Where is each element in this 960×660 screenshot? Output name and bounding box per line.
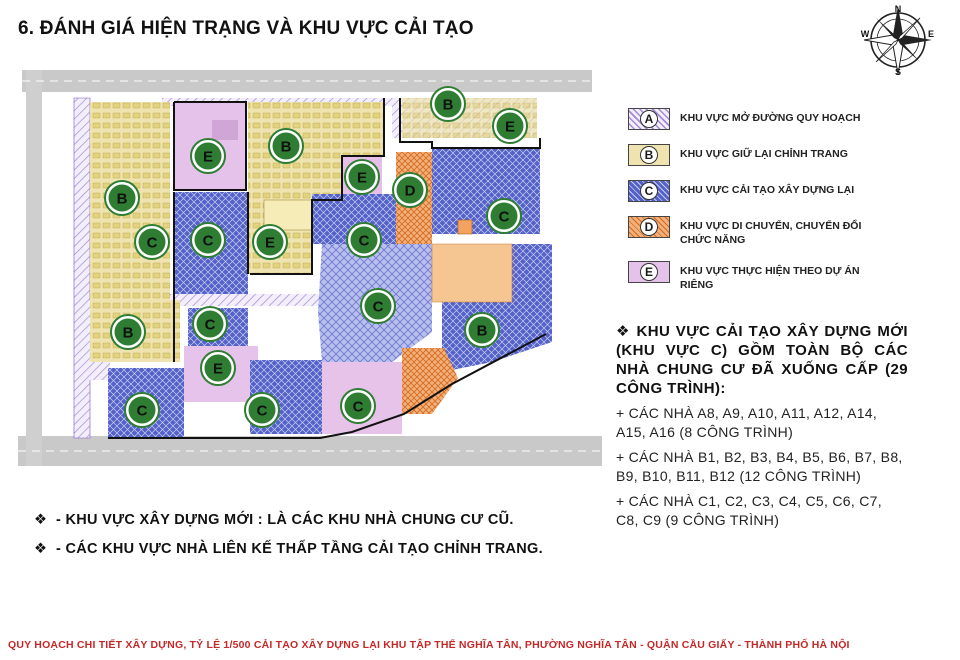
zone-marker-c [487, 199, 521, 233]
legend-item-a [628, 108, 868, 130]
zone-marker-e [345, 160, 379, 194]
zone-marker-label: E [212, 360, 224, 378]
legend-swatch-d [628, 216, 670, 238]
zone-marker-c [361, 289, 395, 323]
zone-marker-label: C [372, 298, 384, 316]
zone-marker-c [193, 307, 227, 341]
zone-marker-c [125, 393, 159, 427]
legend-swatch-b [628, 144, 670, 166]
compass-w: W [860, 29, 870, 39]
notes-heading: ❖ KHU VỰC CẢI TẠO XÂY DỰNG MỚI (KHU VỰC C) GỒM TOÀN BỘ CÁC NHÀ CHUNG CƯ ĐÃ XUỐNG CẤP (29 CÔNG TRÌNH): [616, 323, 908, 397]
bullet-icon: ❖ [34, 512, 48, 528]
legend-letter-e: E [640, 263, 658, 281]
compass-s: S [894, 67, 902, 77]
bottom-note-2 [34, 541, 543, 557]
zone-marker-e [191, 139, 225, 173]
zone-marker-c [341, 389, 375, 423]
zone-marker-label: C [352, 398, 364, 416]
note-item-a: + CÁC NHÀ A8, A9, A10, A11, A12, A14, A15, A16 (8 CÔNG TRÌNH) [616, 405, 878, 440]
zone-marker-label: C [256, 402, 268, 420]
zone-marker-label: B [280, 138, 292, 156]
zone-marker-b [431, 87, 465, 121]
zone-marker-label: E [356, 169, 368, 187]
zone-marker-e [201, 351, 235, 385]
zone-marker-c [191, 223, 225, 257]
legend-label-d: KHU VỰC DI CHUYỂN, CHUYỂN ĐỔI CHỨC NĂNG [680, 220, 862, 246]
zone-marker-label: E [504, 118, 516, 136]
legend-letter-a: A [640, 110, 658, 128]
compass-n: N [894, 4, 902, 14]
bullet-icon: ❖ [34, 541, 48, 557]
zone-marker-e [253, 225, 287, 259]
legend-letter-b: B [640, 146, 658, 164]
legend-swatch-e [628, 261, 670, 283]
zone-marker-label: D [404, 182, 416, 200]
zone-marker-label: C [498, 208, 510, 226]
zone-marker-label: C [202, 232, 214, 250]
legend-letter-c: C [640, 182, 658, 200]
zone-c-notes [616, 322, 908, 530]
zone-marker-label: B [116, 190, 128, 208]
bottom-note-1 [34, 512, 543, 528]
bottom-notes [34, 512, 543, 570]
zone-marker-label: C [136, 402, 148, 420]
zone-marker-b [111, 315, 145, 349]
legend-label-a: KHU VỰC MỞ ĐƯỜNG QUY HOẠCH [680, 112, 861, 124]
zone-marker-label: C [358, 232, 370, 250]
legend-swatch-a [628, 108, 670, 130]
legend-item-b [628, 144, 868, 166]
compass-e: E [927, 29, 935, 39]
legend-label-c: KHU VỰC CẢI TẠO XÂY DỰNG LẠI [680, 184, 855, 196]
legend-item-e [628, 261, 868, 292]
zone-marker-label: E [202, 148, 214, 166]
zone-marker-b [105, 181, 139, 215]
legend-item-c [628, 180, 868, 202]
planning-map [12, 62, 602, 488]
zone-marker-c [245, 393, 279, 427]
legend-label-b: KHU VỰC GIỮ LẠI CHỈNH TRANG [680, 148, 848, 160]
zone-marker-label: C [146, 234, 158, 252]
legend-label-e: KHU VỰC THỰC HIỆN THEO DỰ ÁN RIÊNG [680, 265, 860, 291]
zone-marker-label: B [442, 96, 454, 114]
legend-letter-d: D [640, 218, 658, 236]
legend-item-d [628, 216, 868, 247]
zone-marker-b [465, 313, 499, 347]
footer-caption: QUY HOẠCH CHI TIẾT XÂY DỰNG, TỶ LỆ 1/500 CẢI TẠO XÂY DỰNG LẠI KHU TẬP THỂ NGHĨA TÂN, PHƯỜNG NGHĨA TÂN - QUẬN CẦU GIẤY - THÀNH PHỐ HÀ NỘI [8, 639, 850, 651]
zone-marker-b [269, 129, 303, 163]
zone-marker-label: B [476, 322, 488, 340]
page-title: 6. ĐÁNH GIÁ HIỆN TRẠNG VÀ KHU VỰC CẢI TẠO [18, 18, 474, 39]
legend-swatch-c [628, 180, 670, 202]
note-item-b: + CÁC NHÀ B1, B2, B3, B4, B5, B6, B7, B8, B9, B10, B11, B12 (12 CÔNG TRÌNH) [616, 449, 903, 484]
zone-marker-label: E [264, 234, 276, 252]
compass-rose-icon [858, 2, 938, 78]
legend [628, 108, 868, 306]
zone-marker-label: B [122, 324, 134, 342]
note-item-c: + CÁC NHÀ C1, C2, C3, C4, C5, C6, C7, C8, C9 (9 CÔNG TRÌNH) [616, 493, 882, 528]
zone-marker-c [347, 223, 381, 257]
zone-marker-c [135, 225, 169, 259]
zone-marker-e [493, 109, 527, 143]
zone-marker-label: C [204, 316, 216, 334]
zone-marker-d [393, 173, 427, 207]
bottom-note-1-text: - KHU VỰC XÂY DỰNG MỚI : LÀ CÁC KHU NHÀ CHUNG CƯ CŨ. [56, 512, 514, 528]
bottom-note-2-text: - CÁC KHU VỰC NHÀ LIÊN KẾ THẤP TẦNG CẢI TẠO CHỈNH TRANG. [56, 541, 543, 557]
